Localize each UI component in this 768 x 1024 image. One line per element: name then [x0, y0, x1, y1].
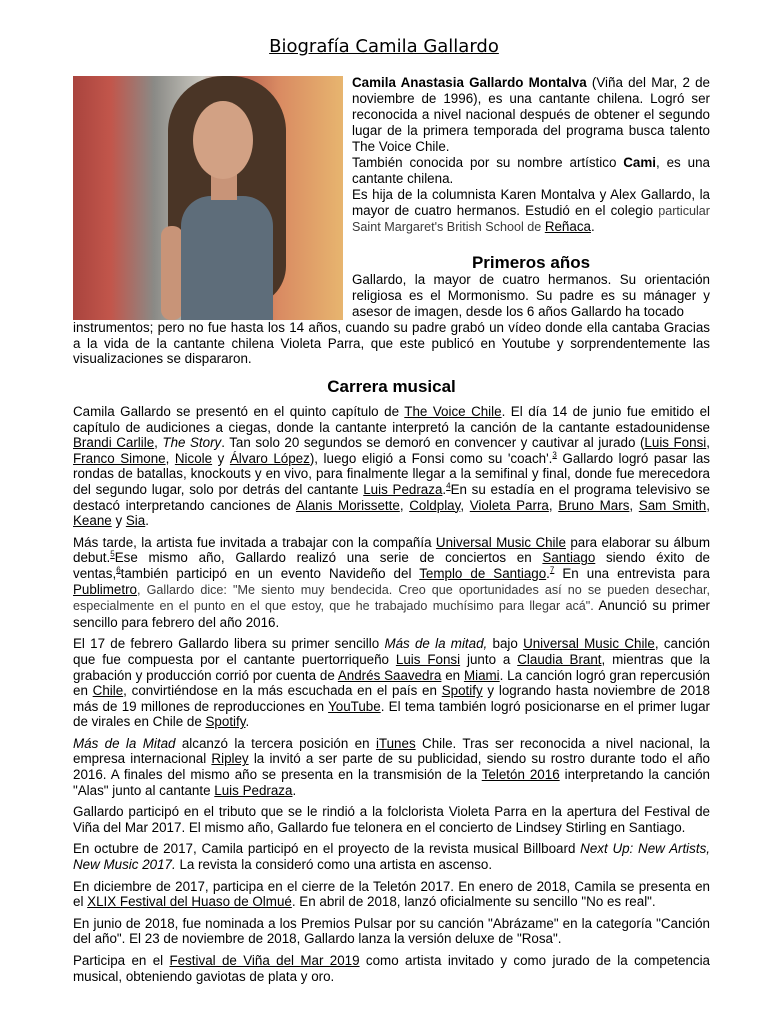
link-franco-simone[interactable]: Franco Simone	[73, 450, 166, 466]
intro-paragraph-1: Camila Anastasia Gallardo Montalva (Viña del Mar, 2 de noviembre de 1996), es una cantante chilena. Logró ser reconocida a nivel nacional después de obtener el segundo lugar de la primera temporada del programa busca talento The Voice Chile.	[352, 75, 710, 154]
link-luis-pedraza-2[interactable]: Luis Pedraza	[214, 782, 293, 798]
heading-carrera-musical: Carrera musical	[327, 377, 456, 396]
link-teleton-2016[interactable]: Teletón 2016	[481, 767, 560, 783]
link-andres-saavedra[interactable]: Andrés Saavedra	[337, 667, 442, 683]
citation-5[interactable]: 5	[110, 549, 115, 559]
page-title: Biografía Camila Gallardo	[269, 36, 499, 57]
link-festival-vina-2019[interactable]: Festival de Viña del Mar 2019	[169, 953, 360, 968]
carrera-paragraph-2: Más tarde, la artista fue invitada a trabajar con la compañía Universal Music Chile para elaborar su álbum debut.$^5$Ese mismo año, Gallardo realizó una serie de conciertos en Santiago siendo éxito de ventas,$^6$también participó en un evento Navideño del Templo de Santiago.$^7$ En una entrevista para Publimetro, Gallardo dice: "Me siento muy bendecida. Creo que oportunidades así no se pueden desechar, especialmente en el punto en el que estoy, que he trabajado muchísimo para llegar acá". Anunció su primer sencillo para febrero del año 2016.	[73, 534, 710, 630]
carrera-paragraph-5: Gallardo participó en el tributo que se le rindió a la folclorista Violeta Parra en la apertura del Festival de Viña del Mar 2017. El mismo año, Gallardo fue telonera en el concierto de Lindsey Stirling en Santiago.	[73, 804, 710, 835]
link-chile[interactable]: Chile	[92, 683, 124, 699]
carrera-musical-body	[73, 404, 710, 984]
link-the-voice-chile[interactable]: The Voice Chile	[404, 404, 502, 419]
link-nicole[interactable]: Nicole	[174, 450, 213, 466]
link-coldplay[interactable]: Coldplay	[409, 497, 461, 513]
link-festival-huaso-olmue[interactable]: XLIX Festival del Huaso de Olmué	[87, 894, 292, 910]
heading-primeros-anos: Primeros años	[471, 253, 591, 272]
intro-text	[352, 75, 710, 235]
link-itunes[interactable]: iTunes	[375, 735, 416, 751]
intro-paragraph-3: Es hija de la columnista Karen Montalva y Alex Gallardo, la mayor de cuatro hermanos. Estudió en el colegio particular Saint Margaret's British School de Reñaca.	[352, 187, 710, 234]
carrera-paragraph-8: En junio de 2018, fue nominada a los Premios Pulsar por su canción "Abrázame" en la categoría "Canción del año". El 23 de noviembre de 2018, Gallardo lanza la versión deluxe de "Rosa".	[73, 915, 710, 947]
link-alanis-morissette[interactable]: Alanis Morissette	[295, 497, 400, 513]
carrera-paragraph-1: Camila Gallardo se presentó en el quinto capítulo de The Voice Chile. El día 14 de junio fue emitido el capítulo de audiciones a ciegas, donde la cantante interpretó la canción de la cantante estadounidense Brandi Carlile, The Story. Tan solo 20 segundos se demoró en convencer y cautivar al jurado (Luis Fonsi, Franco Simone, Nicole y Álvaro López), luego eligió a Fonsi como su 'coach'.$^3$ Gallardo logró pasar las rondas de batallas, knockouts y en vivo, para finalmente llegar a la semifinal y final, donde fue merecedora del segundo lugar, solo por detrás del cantante Luis Pedraza.$^4$En su estadía en el programa televisivo se destacó interpretando canciones de Alanis Morissette, Coldplay, Violeta Parra, Bruno Mars, Sam Smith, Keane y Sia.	[73, 404, 711, 529]
link-bruno-mars[interactable]: Bruno Mars	[558, 497, 630, 513]
primeros-anos-full-text: instrumentos; pero no fue hasta los 14 años, cuando su padre grabó un vídeo donde ella cantaba Gracias a la vida de la cantante chilena Violeta Parra, que este publicó en Youtube y sorprendentemente las visualizaciones se dispararon.	[73, 320, 710, 367]
carrera-paragraph-6: En octubre de 2017, Camila participó en el proyecto de la revista musical Billboard Next Up: New Artists, New Music 2017. La revista la consideró como una artista en ascenso.	[73, 841, 710, 873]
intro-paragraph-2: También conocida por su nombre artístico Cami, es una cantante chilena.	[352, 155, 710, 186]
link-alvaro-lopez[interactable]: Álvaro López	[229, 450, 310, 466]
citation-6[interactable]: 6	[116, 565, 121, 575]
link-templo-de-santiago[interactable]: Templo de Santiago	[419, 565, 547, 581]
link-sia[interactable]: Sia	[125, 513, 146, 529]
carrera-paragraph-3: El 17 de febrero Gallardo libera su primer sencillo Más de la mitad, bajo Universal Music Chile, canción que fue compuesta por el cantante puertorriqueño Luis Fonsi junto a Claudia Brant, mientras que la grabación y producción corrió por cuenta de Andrés Saavedra en Miami. La canción logró gran repercusión en Chile, convirtiéndose en la más escuchada en el país en Spotify y logrando hasta noviembre de 2018 más de 19 millones de reproducciones en YouTube. El tema también logró posicionarse en el primer lugar de virales en Chile de Spotify.	[73, 636, 711, 730]
link-universal-music-chile[interactable]: Universal Music Chile	[435, 534, 566, 550]
citation-7[interactable]: 7	[549, 565, 555, 575]
carrera-paragraph-9: Participa en el Festival de Viña del Mar 2019 como artista invitado y como jurado de la competencia musical, obteniendo gaviotas de plata y oro.	[73, 953, 711, 984]
link-ripley[interactable]: Ripley	[211, 751, 249, 767]
citation-4[interactable]: 4	[446, 481, 451, 491]
link-youtube[interactable]: YouTube	[328, 698, 381, 714]
citation-3[interactable]: 3	[552, 450, 557, 460]
link-spotify[interactable]: Spotify	[441, 683, 483, 699]
portrait-photo	[73, 76, 343, 320]
link-brandi-carlile[interactable]: Brandi Carlile	[73, 435, 155, 451]
link-violeta-parra[interactable]: Violeta Parra	[469, 497, 549, 513]
link-publimetro[interactable]: Publimetro	[73, 581, 138, 597]
link-spotify-2[interactable]: Spotify	[205, 714, 246, 730]
link-sam-smith[interactable]: Sam Smith	[638, 497, 707, 513]
link-luis-fonsi[interactable]: Luis Fonsi	[644, 435, 707, 451]
carrera-paragraph-4: Más de la Mitad alcanzó la tercera posición en iTunes Chile. Tras ser reconocida a nivel nacional, la empresa internacional Ripley la invitó a ser parte de su publicidad, siendo su rostro durante todo el año 2016. A finales del mismo año se presenta en la transmisión de la Teletón 2016 interpretando la canción "Alas" junto al cantante Luis Pedraza.	[73, 735, 710, 798]
link-universal-music-chile-2[interactable]: Universal Music Chile	[523, 636, 655, 652]
link-miami[interactable]: Miami	[463, 667, 500, 683]
link-luis-fonsi-2[interactable]: Luis Fonsi	[395, 651, 461, 667]
link-keane[interactable]: Keane	[73, 513, 112, 529]
link-santiago[interactable]: Santiago	[542, 550, 596, 566]
link-luis-pedraza[interactable]: Luis Pedraza	[363, 481, 443, 497]
link-claudia-brant[interactable]: Claudia Brant	[517, 651, 602, 667]
carrera-paragraph-7: En diciembre de 2017, participa en el cierre de la Teletón 2017. En enero de 2018, Camila se presenta en el XLIX Festival del Huaso de Olmué. En abril de 2018, lanzó oficialmente su sencillo "No es real".	[73, 878, 710, 910]
primeros-anos-column-text: Gallardo, la mayor de cuatro hermanos. Su orientación religiosa es el Mormonismo. Su padre es su mánager y asesor de imagen, desde los 6 años Gallardo ha tocado	[352, 272, 710, 319]
link-renaca[interactable]: Reñaca	[544, 219, 591, 234]
